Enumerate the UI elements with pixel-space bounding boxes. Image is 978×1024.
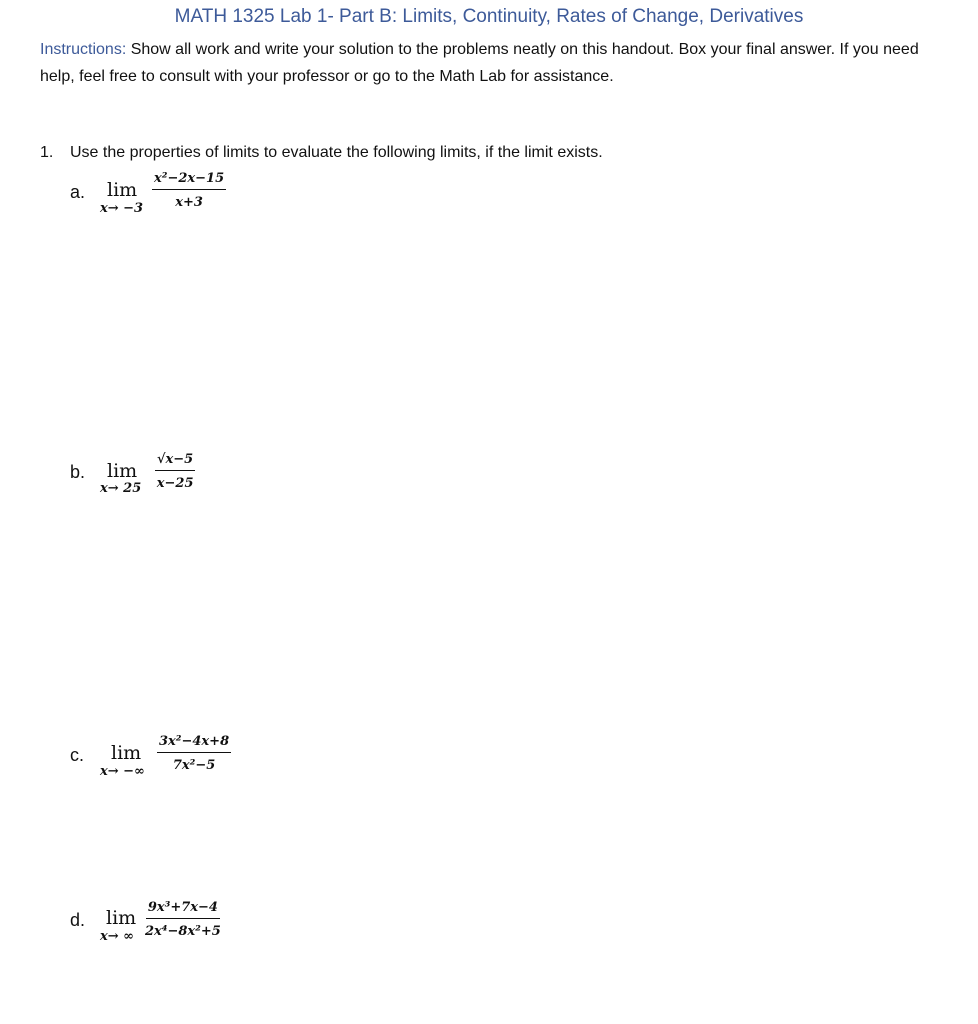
part-d-fraction	[145, 900, 221, 939]
part-d-letter: d.	[70, 910, 86, 930]
part-c-letter: c.	[70, 745, 85, 765]
part-a-numerator: x²−2x−15	[152, 171, 226, 190]
part-b-fraction	[155, 452, 195, 491]
question-1-prompt	[40, 144, 603, 162]
part-d-denominator: 2x⁴−8x²+5	[145, 924, 221, 939]
part-b-numerator: √x−5	[155, 452, 195, 471]
question-number: 1.	[40, 144, 54, 161]
instructions-text: Show all work and write your solution to the problems neatly on this handout. Box your final answer. If you need help, feel free to consult with your professor or go to the Math Lab for assistance.	[40, 41, 919, 85]
part-b-lim: lim	[107, 460, 138, 482]
part-d-lim: lim	[106, 907, 137, 929]
part-c-numerator: 3x²−4x+8	[157, 734, 231, 753]
part-b-denominator: x−25	[156, 476, 194, 491]
instructions-label: Instructions:	[40, 41, 127, 58]
part-b-approach: x→ 25	[100, 481, 142, 496]
instructions	[40, 36, 940, 90]
part-a-approach: x→ −3	[100, 201, 144, 216]
part-c-approach: x→ −∞	[100, 764, 145, 779]
page-title: MATH 1325 Lab 1- Part B: Limits, Continuity, Rates of Change, Derivatives	[174, 6, 804, 27]
part-c-denominator: 7x²−5	[172, 758, 216, 773]
part-c-fraction	[157, 734, 231, 773]
part-a-lim: lim	[107, 179, 138, 201]
part-b-letter: b.	[70, 462, 86, 482]
part-c-lim: lim	[111, 742, 142, 764]
part-a-denominator: x+3	[175, 195, 203, 210]
part-d-numerator: 9x³+7x−4	[146, 900, 220, 919]
part-d-approach: x→ ∞	[100, 929, 134, 944]
part-a-fraction	[152, 171, 226, 210]
part-a-letter: a.	[70, 182, 86, 202]
question-text: Use the properties of limits to evaluate the following limits, if the limit exists.	[70, 144, 603, 161]
